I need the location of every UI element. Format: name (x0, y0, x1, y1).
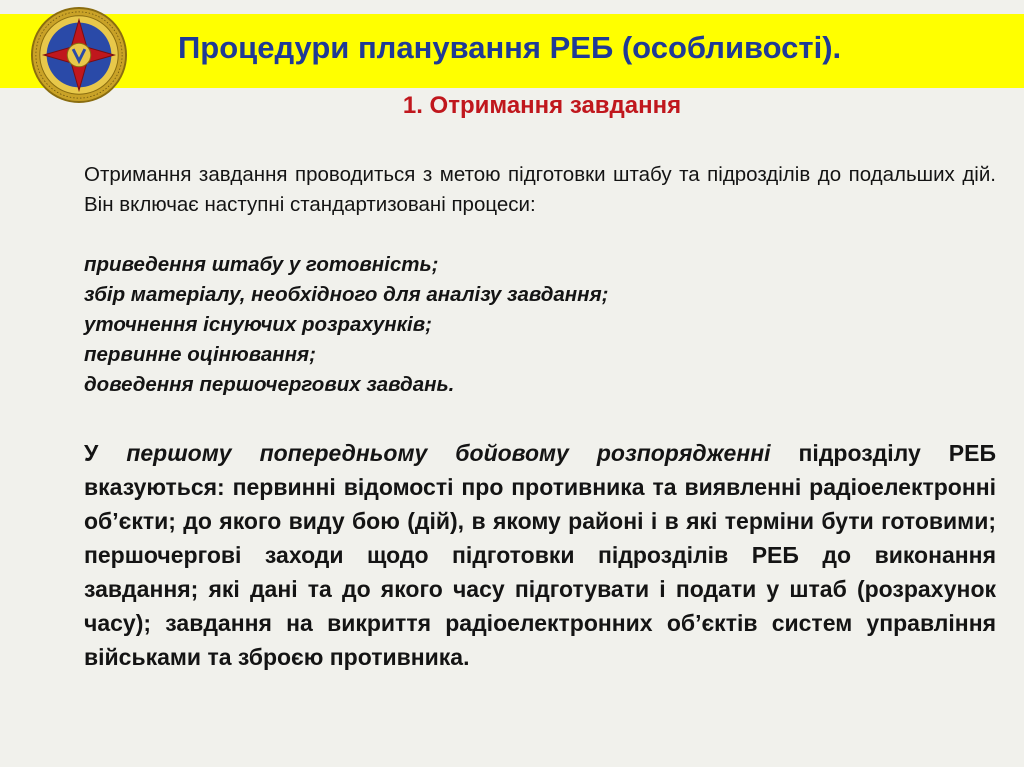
list-item: доведення першочергових завдань. (84, 373, 455, 396)
list-item: приведення штабу у готовність; (84, 253, 439, 276)
order-paragraph-rest: підрозділу РЕБ вказуються: первинні відомості про противника та виявленні радіоелектронні об’єкти; до якого виду бою (дій), в якому районі і в які терміни бути готовими; першочергові заходи щодо підготовки підрозділів РЕБ до виконання завдання; які дані та до якого часу підготувати і подати у штаб (розрахунок часу); завдання на викриття радіоелектронних об’єктів систем управління військами та зброєю противника. (84, 440, 996, 670)
slide-title: Процедури планування РЕБ (особливості). (178, 30, 842, 65)
list-item: уточнення існуючих розрахунків; (84, 313, 432, 336)
order-paragraph-lead: У (84, 440, 127, 466)
intro-paragraph-text: Отримання завдання проводиться з метою підготовки штабу та підрозділів до подальших дій. Він включає наступні стандартизовані процеси: (84, 163, 996, 216)
list-item: первинне оцінювання; (84, 343, 316, 366)
order-paragraph-emphasis: першому попередньому бойовому розпорядженні (126, 440, 771, 466)
military-emblem-icon (30, 6, 128, 104)
order-paragraph (84, 436, 996, 674)
list-item: збір матеріалу, необхідного для аналізу завдання; (84, 283, 609, 306)
section-subtitle: 1. Отримання завдання (402, 92, 682, 119)
intro-paragraph (84, 160, 996, 220)
process-list (84, 250, 608, 400)
